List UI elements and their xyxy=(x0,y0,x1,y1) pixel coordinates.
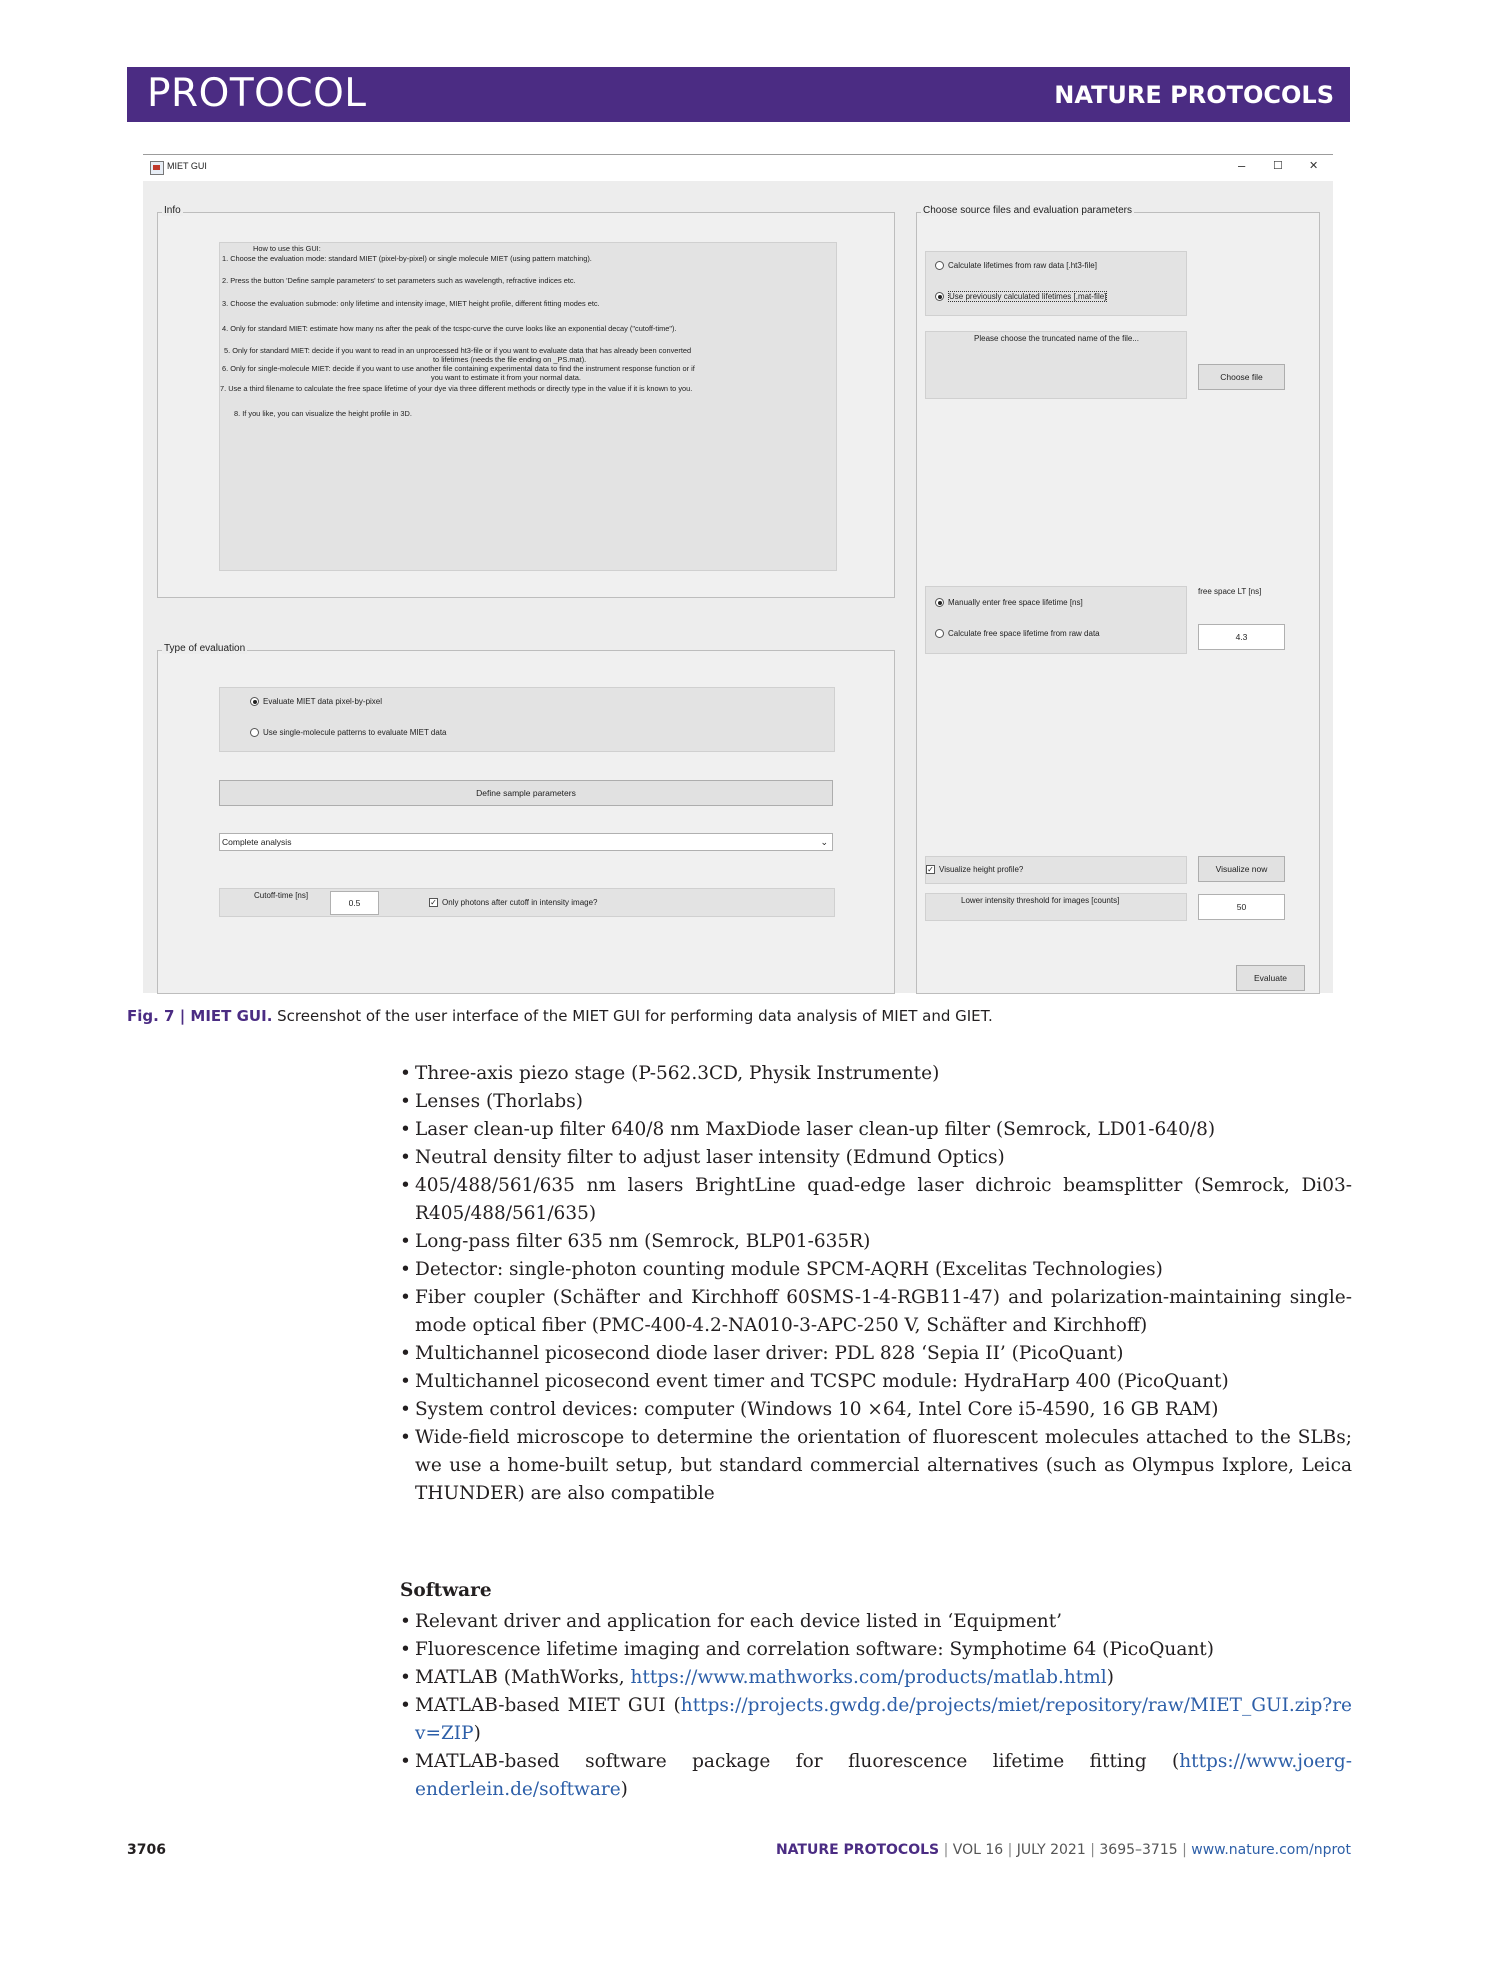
only-photons-checkbox[interactable] xyxy=(429,898,598,907)
journal-header-bar xyxy=(127,67,1350,122)
instructions-box xyxy=(219,242,837,571)
info-legend: Info xyxy=(164,205,181,216)
radio-unselected-icon xyxy=(935,629,944,638)
file-prompt-box xyxy=(925,331,1187,399)
footer-journal: NATURE PROTOCOLS xyxy=(775,1842,940,1858)
evaluation-mode-group xyxy=(219,687,835,752)
submode-dropdown[interactable] xyxy=(219,833,833,851)
info-line: 2. Press the button 'Define sample parameters' to set parameters such as wavelength, refractive indices etc. xyxy=(222,276,576,285)
info-line: 8. If you like, you can visualize the height profile in 3D. xyxy=(234,409,412,418)
choose-file-button[interactable]: Choose file xyxy=(1198,364,1285,390)
list-item xyxy=(400,1692,1352,1748)
radio-raw-label: Calculate lifetimes from raw data [.ht3-file] xyxy=(948,261,1097,270)
miet-gui-screenshot xyxy=(143,154,1333,993)
info-line: to lifetimes (needs the file ending on _PS.mat). xyxy=(433,355,587,364)
item-text: ) xyxy=(1106,1667,1114,1688)
list-item: • Detector: single-photon counting module SPCM-AQRH (Excelitas Technologies) xyxy=(400,1256,1352,1284)
info-line: 1. Choose the evaluation mode: standard MIET (pixel-by-pixel) or single molecule MIET (using pattern matching). xyxy=(222,254,592,263)
close-icon[interactable]: ✕ xyxy=(1309,160,1319,172)
dropdown-value: Complete analysis xyxy=(222,837,292,847)
free-space-label: free space LT [ns] xyxy=(1198,587,1262,596)
list-item: • Multichannel picosecond event timer and TCSPC module: HydraHarp 400 (PicoQuant) xyxy=(400,1368,1352,1396)
file-prompt-text: Please choose the truncated name of the file... xyxy=(974,334,1139,343)
caption-text: Screenshot of the user interface of the MIET GUI for performing data analysis of MIET and GIET. xyxy=(272,1007,993,1025)
radio-selected-icon xyxy=(935,598,944,607)
list-item: • Multichannel picosecond diode laser driver: PDL 828 ‘Sepia II’ (PicoQuant) xyxy=(400,1340,1352,1368)
footer-citation xyxy=(776,1842,1351,1858)
software-list xyxy=(400,1608,1352,1804)
radio-calc-lifetime[interactable] xyxy=(935,629,1100,638)
list-item: • Fluorescence lifetime imaging and correlation software: Symphotime 64 (PicoQuant) xyxy=(400,1636,1352,1664)
list-item: • 405/488/561/635 nm lasers BrightLine quad-edge laser dichroic beamsplitter (Semrock, Di03-R405/488/561/635) xyxy=(400,1172,1352,1228)
list-item: • Long-pass filter 635 nm (Semrock, BLP01-635R) xyxy=(400,1228,1352,1256)
radio-pixel-by-pixel[interactable] xyxy=(250,697,382,706)
visualize-checkbox[interactable] xyxy=(926,865,1023,874)
list-item: • Laser clean-up filter 640/8 nm MaxDiode laser clean-up filter (Semrock, LD01-640/8) xyxy=(400,1116,1352,1144)
free-space-input[interactable]: 4.3 xyxy=(1198,624,1285,650)
info-line: 4. Only for standard MIET: estimate how many ns after the peak of the tcspc-curve the curve looks like an exponential decay ("cutoff-time"). xyxy=(222,324,677,333)
info-line: 7. Use a third filename to calculate the free space lifetime of your dye via three different methods or directly type in the value if it is known to you. xyxy=(220,384,693,393)
source-panel xyxy=(916,205,1320,994)
visualize-row xyxy=(925,856,1187,884)
footer-sep: | xyxy=(1090,1842,1095,1858)
chevron-down-icon: ⌄ xyxy=(820,837,828,847)
info-line: you want to estimate it from your normal data. xyxy=(431,373,581,382)
info-line: 6. Only for single-molecule MIET: decide if you want to use another file containing experimental data to find the instrument response function or if xyxy=(222,364,695,373)
item-text: ) xyxy=(620,1779,628,1800)
minimize-icon[interactable]: – xyxy=(1238,158,1246,173)
cutoff-label: Cutoff-time [ns] xyxy=(254,891,309,900)
journal-name: NATURE PROTOCOLS xyxy=(1054,81,1334,109)
list-item xyxy=(400,1748,1352,1804)
page-number: 3706 xyxy=(127,1842,166,1858)
window-titlebar xyxy=(143,155,1333,181)
matlab-link[interactable]: https://www.mathworks.com/products/matlab.html xyxy=(630,1667,1107,1688)
visualize-label: Visualize height profile? xyxy=(939,865,1024,874)
item-text: ) xyxy=(473,1723,481,1744)
radio-manual-label: Manually enter free space lifetime [ns] xyxy=(948,598,1083,607)
radio-previous-lifetimes[interactable] xyxy=(935,292,1107,301)
figure-caption xyxy=(127,1007,993,1025)
radio-prev-label: Use previously calculated lifetimes [.mat-file] xyxy=(949,292,1107,301)
radio-unselected-icon xyxy=(250,728,259,737)
radio-selected-icon xyxy=(935,292,944,301)
list-item: • Neutral density filter to adjust laser intensity (Edmund Optics) xyxy=(400,1144,1352,1172)
cutoff-row xyxy=(219,888,835,917)
list-item: • Lenses (Thorlabs) xyxy=(400,1088,1352,1116)
radio-pixel-label: Evaluate MIET data pixel-by-pixel xyxy=(263,697,383,706)
list-item: • System control devices: computer (Windows 10 ×64, Intel Core i5-4590, 16 GB RAM) xyxy=(400,1396,1352,1424)
free-space-mode-group xyxy=(925,586,1187,654)
source-legend: Choose source files and evaluation parameters xyxy=(923,205,1133,216)
item-text: MATLAB-based MIET GUI ( xyxy=(415,1695,681,1716)
list-item: • Three-axis piezo stage (P-562.3CD, Physik Instrumente) xyxy=(400,1060,1352,1088)
source-mode-group xyxy=(925,251,1187,316)
list-item: • Relevant driver and application for each device listed in ‘Equipment’ xyxy=(400,1608,1352,1636)
software-heading: Software xyxy=(400,1580,492,1601)
footer-sep: | xyxy=(1182,1842,1187,1858)
footer-sep: | xyxy=(1007,1842,1013,1858)
matlab-figure-icon xyxy=(150,161,164,175)
radio-single-label: Use single-molecule patterns to evaluate MIET data xyxy=(263,728,447,737)
info-line: 3. Choose the evaluation submode: only lifetime and intensity image, MIET height profile, different fitting modes etc. xyxy=(222,299,600,308)
radio-raw-data[interactable] xyxy=(935,261,1097,270)
footer-volume: VOL 16 xyxy=(952,1842,1004,1858)
window-title: MIET GUI xyxy=(167,161,207,171)
info-panel xyxy=(157,205,895,598)
evaluate-button[interactable]: Evaluate xyxy=(1236,965,1305,991)
checkmark-icon: ✓ xyxy=(430,898,437,908)
equipment-list xyxy=(400,1060,1352,1508)
threshold-input[interactable]: 50 xyxy=(1198,894,1285,920)
threshold-row xyxy=(925,893,1187,921)
item-text: MATLAB (MathWorks, xyxy=(415,1667,631,1688)
maximize-icon[interactable]: ☐ xyxy=(1273,160,1283,172)
footer-url[interactable]: www.nature.com/nprot xyxy=(1191,1842,1351,1858)
miet-gui-link[interactable]: https://projects.gwdg.de/projects/miet/repository/raw/MIET_GUI.zip?rev=ZIP xyxy=(415,1695,1352,1744)
evaluation-legend: Type of evaluation xyxy=(164,643,246,654)
item-text: MATLAB-based software package for fluorescence lifetime fitting ( xyxy=(415,1751,1180,1772)
radio-manual-lifetime[interactable] xyxy=(935,598,1083,607)
enderlein-link[interactable]: https://www.joerg-enderlein.de/software xyxy=(415,1751,1352,1800)
radio-single-molecule[interactable] xyxy=(250,728,447,737)
evaluation-panel xyxy=(157,643,895,994)
radio-selected-icon xyxy=(250,697,259,706)
define-sample-parameters-button[interactable]: Define sample parameters xyxy=(219,780,833,806)
visualize-now-button[interactable]: Visualize now xyxy=(1198,856,1285,882)
threshold-label: Lower intensity threshold for images [counts] xyxy=(961,896,1120,905)
footer-sep: | xyxy=(943,1842,949,1858)
footer-date: JULY 2021 xyxy=(1016,1842,1086,1858)
radio-calc-label: Calculate free space lifetime from raw data xyxy=(948,629,1100,638)
info-line: 5. Only for standard MIET: decide if you want to read in an unprocessed ht3-file or if you want to evaluate data that has already been converted xyxy=(224,346,692,355)
list-item: • Fiber coupler (Schäfter and Kirchhoff 60SMS-1-4-RGB11-47) and polarization-maintaining single-mode optical fiber (PMC-400-4.2-NA010-3-APC-250 V, Schäfter and Kirchhoff) xyxy=(400,1284,1352,1340)
only-photons-label: Only photons after cutoff in intensity image? xyxy=(442,898,598,907)
caption-label: Fig. 7 | MIET GUI. xyxy=(127,1007,273,1025)
radio-unselected-icon xyxy=(935,261,944,270)
checkmark-icon: ✓ xyxy=(927,865,934,875)
info-line: How to use this GUI: xyxy=(253,244,321,253)
section-label: PROTOCOL xyxy=(147,71,367,116)
list-item: • Wide-field microscope to determine the orientation of fluorescent molecules attached to the SLBs; we use a home-built setup, but standard commercial alternatives (such as Olympus Ixplore, Leica THUNDER) are also compatible xyxy=(400,1424,1352,1508)
footer-pages: 3695–3715 xyxy=(1099,1842,1178,1858)
list-item xyxy=(400,1664,1352,1692)
cutoff-input[interactable]: 0.5 xyxy=(330,891,379,915)
